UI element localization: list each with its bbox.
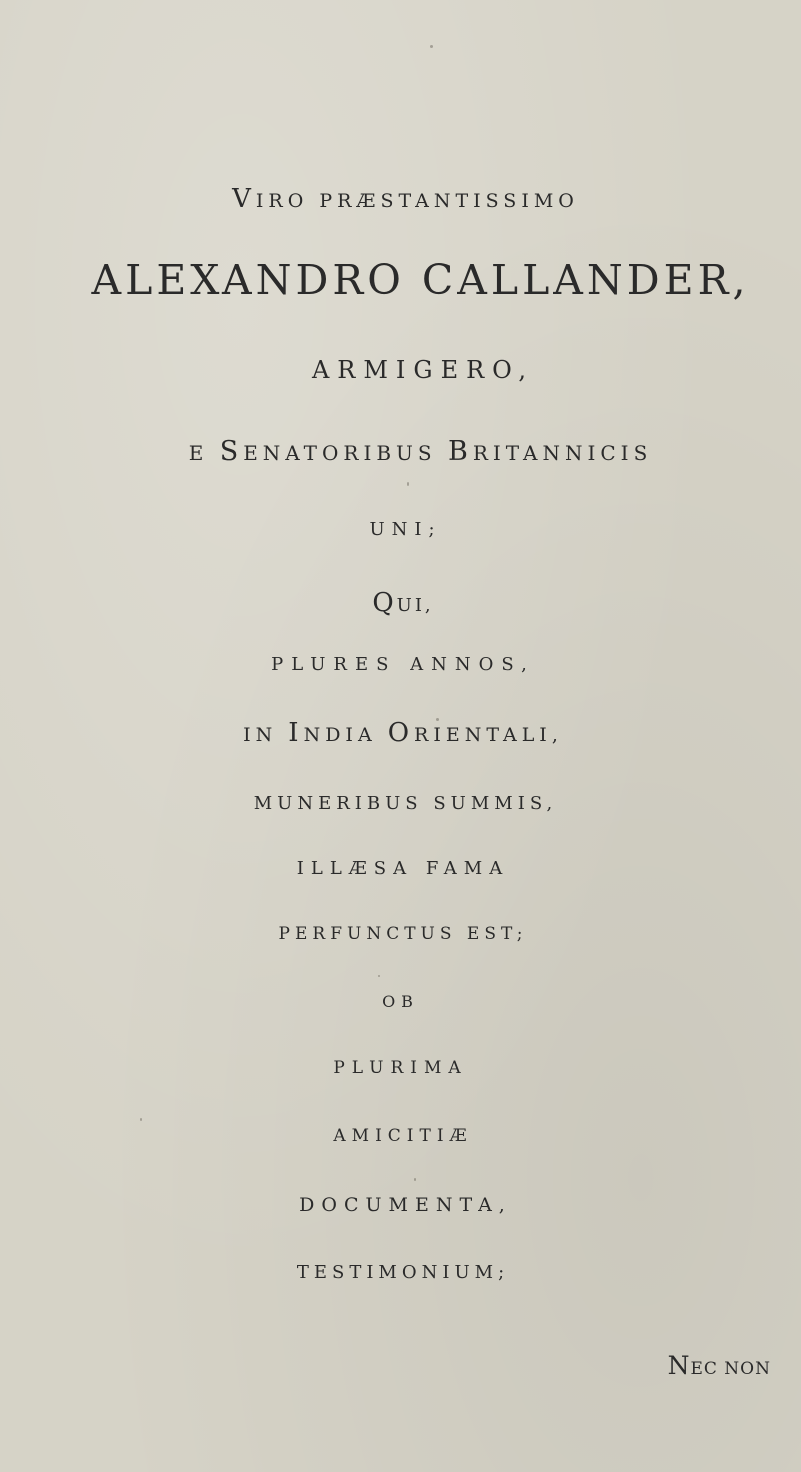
catchword-initial: N [667,1351,691,1380]
dedication-line-plurima: PLURIMA [333,1058,468,1078]
qui-initial: Q [372,588,397,618]
paper-speck [378,975,380,977]
paper-speck [430,45,433,48]
dedication-line-uni: UNI; [369,519,442,540]
dedication-line-amicitiae: AMICITIÆ [333,1126,473,1146]
dedicatee-name: ALEXANDRO CALLANDER, [91,256,750,304]
dedication-line-illaesa: ILLÆSA FAMA [296,858,510,879]
dedication-line-viro [0,186,801,212]
dedication-line-testimonium: TESTIMONIUM; [296,1262,510,1283]
senat-initial-2: B [447,436,473,467]
paper-speck [407,482,409,486]
dedication-line-ob: OB [382,992,419,1011]
catchword [668,1353,771,1378]
senat-prefix: E [188,441,220,465]
paper-speck [140,1118,142,1121]
senat-word-1: ENATORIBUS [243,441,448,465]
india-word-1: NDIA [303,724,388,746]
india-initial-2: O [387,718,415,748]
senat-initial-1: S [219,436,244,467]
dedication-line-muneribus: MUNERIBUS SUMMIS, [253,793,558,814]
dedication-line-plures: PLURES ANNOS, [271,654,535,675]
paper-speck [436,718,439,721]
viro-rest: IRO PRÆSTANTISSIMO [255,190,579,212]
paper-speck [414,1178,416,1181]
dedication-line-senatoribus [0,438,801,465]
dedication-line-india [0,720,801,746]
india-prefix: IN [243,724,289,746]
senat-word-2: RITANNICIS [472,441,653,465]
india-initial-1: I [288,718,304,748]
dedication-line-perfunctus: PERFUNCTUS EST; [278,924,528,944]
dedication-line-documenta: DOCUMENTA, [299,1194,512,1216]
dedication-line-qui [0,590,801,616]
viro-initial: V [232,184,256,214]
dedication-line-armigero: ARMIGERO, [311,356,535,384]
catchword-rest: EC NON [690,1359,771,1379]
qui-rest: UI, [396,595,434,616]
india-word-2: RIENTALI, [414,724,563,746]
